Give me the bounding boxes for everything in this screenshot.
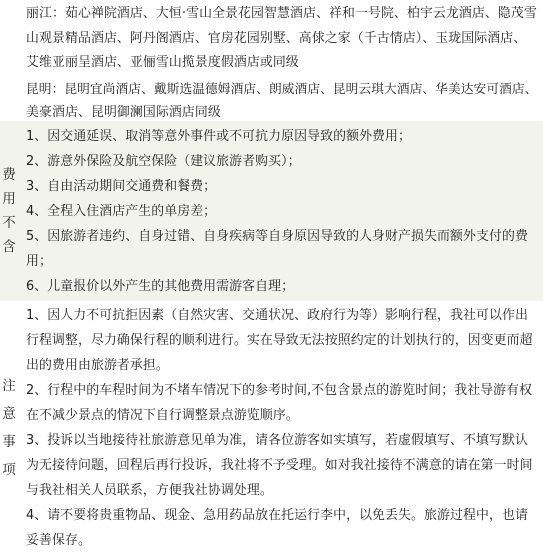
notes-label-char: 项: [2, 461, 16, 478]
fees-label-char: 费: [2, 167, 16, 183]
note-item-3: 3、投诉以当地接待社旅游意见单为准，请各位游客如实填写，若虚假填写、不填写默认: [26, 433, 528, 448]
fee-item-6: 6、儿童报价以外产生的其他费用需游客自理；: [26, 279, 295, 294]
hotel-section: [0, 0, 543, 121]
note-item-3-cont: 与我社相关人员联系，方便我社协调处理。: [26, 483, 273, 498]
notes-list: [26, 303, 539, 553]
fee-item-2: 2、游意外保险及航空保险（建议旅游者购买）；: [26, 154, 301, 169]
fee-item-3: 3、自由活动期间交通费和餐费；: [26, 179, 217, 194]
fee-item-5-cont: 用；: [26, 254, 52, 269]
notes-section: [0, 301, 543, 554]
hotel-line-kunming-1: 昆明：昆明宜尚酒店、戴斯选温德姆酒店、朗威酒店、昆明云琪大酒店、华美达安可酒店、: [26, 80, 538, 96]
hotel-line-lijiang-1: 丽江：茹心禅院酒店、大恒·雪山全景花园智慧酒店、祥和一号院、柏宇云龙酒店、隐茂雪: [26, 6, 537, 21]
notes-label: [0, 301, 18, 554]
fees-label-char: 含: [2, 239, 16, 255]
note-item-4: 4、请不要将贵重物品、现金、急用药品放在托运行李中，以免丢失。旅游过程中，也请: [26, 508, 528, 523]
hotel-list: [26, 2, 539, 126]
fees-excluded-label: [0, 121, 18, 301]
note-item-2-cont: 在不减少景点的情况下自行调整景点游览顺序。: [26, 408, 299, 423]
hotel-line-kunming-2: 美豪酒店、昆明御澜国际酒店同级: [26, 105, 221, 120]
note-item-1: 1、因人力不可抗拒因素（自然灾害、交通状况、政府行为等）影响行程，我社可以作出: [26, 308, 528, 323]
notes-label-char: 注: [2, 377, 16, 394]
hotel-line-lijiang-3: 艾维亚丽呈酒店、亚俪雪山揽景度假酒店或同级: [26, 55, 299, 70]
fees-label-char: 不: [2, 215, 16, 231]
note-item-2: 2、行程中的车程时间为不堵车情况下的参考时间,不包含景点的游览时间；我社导游有权: [26, 383, 533, 398]
notes-label-char: 事: [2, 433, 16, 450]
note-item-3-cont: 为无接待问题，回程后再行投诉，我社将不予受理。如对我社接待不满意的请在第一时间: [26, 458, 533, 473]
hotel-line-lijiang-2: 山观景精品酒店、阿丹阁酒店、官房花园别墅、高俅之家（千古情店）、玉珑国际酒店、: [26, 30, 527, 46]
fee-item-1: 1、因交通延误、取消等意外事件或不可抗力原因导致的额外费用；: [26, 129, 412, 144]
fee-item-4: 4、全程入住酒店产生的单房差；: [26, 204, 217, 219]
notes-label-char: 意: [2, 405, 16, 422]
fees-excluded-section: [0, 121, 543, 301]
fees-excluded-list: [26, 124, 539, 299]
note-item-1-cont: 行程调整，尽力确保行程的顺利进行。实在导致无法按照约定的计划执行的，因变更而超: [26, 333, 533, 348]
fee-item-5: 5、因旅游者违约、自身过错、自身疾病等自身原因导致的人身财产损失而额外支付的费: [26, 229, 528, 244]
note-item-4-cont: 妥善保存。: [26, 533, 91, 548]
fees-label-char: 用: [2, 191, 16, 207]
note-item-1-cont: 出的费用由旅游者承担。: [26, 358, 169, 373]
